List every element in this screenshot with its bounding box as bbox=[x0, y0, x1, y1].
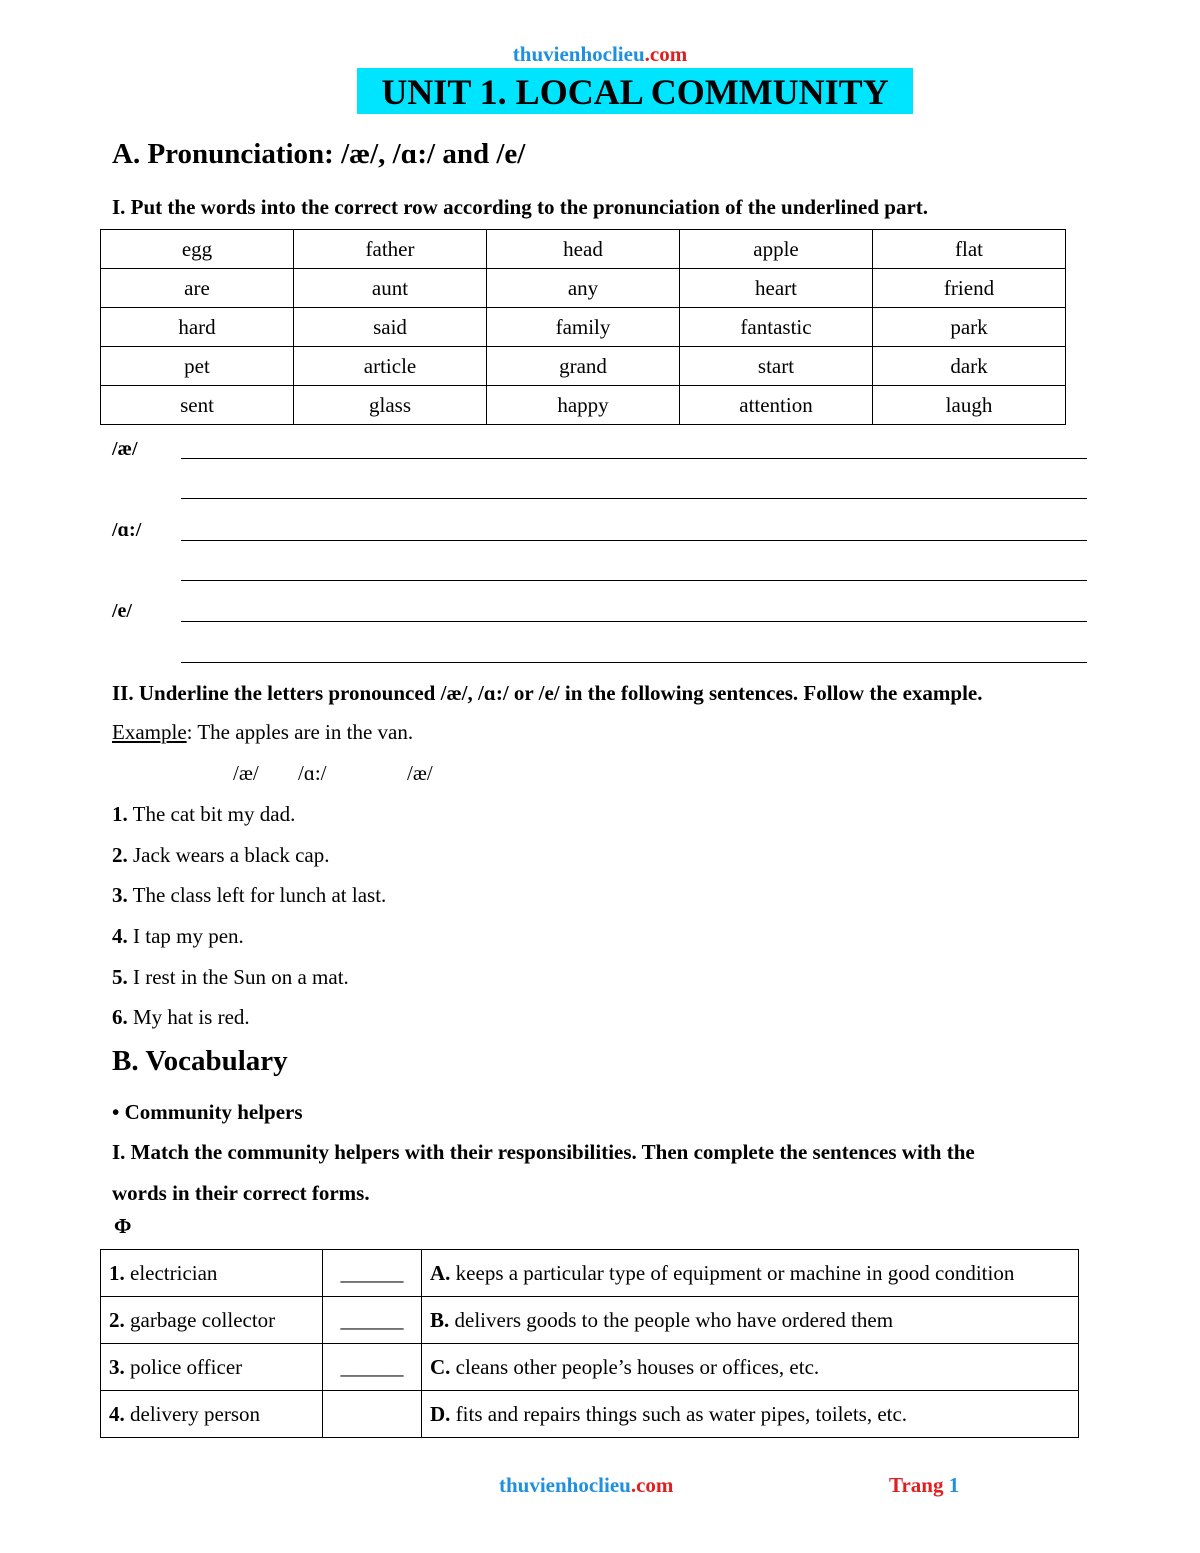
phi-symbol: Φ bbox=[114, 1214, 132, 1238]
helper-cell bbox=[101, 1344, 323, 1391]
site-name: thuvienhoclieu bbox=[512, 42, 645, 66]
sentence-number: 5. bbox=[112, 965, 128, 989]
site-domain: .com bbox=[644, 42, 688, 66]
word-cell: grand bbox=[487, 347, 680, 386]
helper-cell bbox=[101, 1250, 323, 1297]
responsibility-cell bbox=[422, 1391, 1079, 1438]
answer-line[interactable] bbox=[181, 498, 1087, 499]
sentence-3 bbox=[112, 883, 386, 908]
section-a-heading: A. Pronunciation: /æ/, /ɑ:/ and /e/ bbox=[112, 138, 526, 170]
responsibility-cell bbox=[422, 1344, 1079, 1391]
example-line bbox=[112, 720, 413, 745]
word-cell: pet bbox=[101, 347, 294, 386]
sentence-number: 1. bbox=[112, 802, 128, 826]
word-cell: happy bbox=[487, 386, 680, 425]
site-header[interactable] bbox=[0, 42, 1200, 67]
example-ipa: /æ/ bbox=[407, 761, 433, 785]
word-cell: laugh bbox=[873, 386, 1066, 425]
word-row bbox=[101, 386, 1066, 425]
sentence-number: 4. bbox=[112, 924, 128, 948]
sentence-text: My hat is red. bbox=[127, 1005, 250, 1029]
word-row bbox=[101, 308, 1066, 347]
answer-line[interactable] bbox=[181, 621, 1087, 622]
sentence-2 bbox=[112, 843, 329, 868]
word-cell: start bbox=[680, 347, 873, 386]
helper-number: 2. bbox=[109, 1308, 125, 1332]
example-sentence: : The apples are in the van. bbox=[186, 720, 414, 744]
sentence-text: The class left for lunch at last. bbox=[127, 883, 387, 907]
responsibility-text: fits and repairs things such as water pipes, toilets, etc. bbox=[450, 1402, 908, 1426]
answer-line[interactable] bbox=[181, 458, 1087, 459]
page-label: Trang bbox=[889, 1473, 944, 1497]
footer-site[interactable] bbox=[499, 1473, 673, 1498]
topic-bullet: • Community helpers bbox=[112, 1100, 303, 1124]
word-cell: article bbox=[294, 347, 487, 386]
helper-number: 1. bbox=[109, 1261, 125, 1285]
word-cell: aunt bbox=[294, 269, 487, 308]
footer-site-domain: .com bbox=[630, 1473, 674, 1497]
word-cell: friend bbox=[873, 269, 1066, 308]
sound-label-a-long: /ɑ:/ bbox=[112, 519, 142, 541]
helper-number: 4. bbox=[109, 1402, 125, 1426]
responsibility-text: cleans other people’s houses or offices, etc. bbox=[450, 1355, 820, 1379]
task-2-instruction: II. Underline the letters pronounced /æ/, /ɑ:/ or /e/ in the following sentences. Follow the example. bbox=[112, 681, 983, 705]
word-cell: dark bbox=[873, 347, 1066, 386]
match-row bbox=[101, 1344, 1079, 1391]
responsibility-letter: B. bbox=[430, 1308, 450, 1332]
sentence-text: I rest in the Sun on a mat. bbox=[127, 965, 349, 989]
answer-blank[interactable]: ______ bbox=[323, 1344, 422, 1391]
example-ipa: /æ/ bbox=[233, 761, 259, 785]
page-title: UNIT 1. LOCAL COMMUNITY bbox=[357, 68, 913, 114]
sentence-4 bbox=[112, 924, 244, 949]
word-row bbox=[101, 269, 1066, 308]
word-cell: fantastic bbox=[680, 308, 873, 347]
sentence-text: I tap my pen. bbox=[127, 924, 244, 948]
helper-name: electrician bbox=[124, 1261, 218, 1285]
sentence-text: Jack wears a black cap. bbox=[127, 843, 330, 867]
sentence-1 bbox=[112, 802, 295, 827]
word-cell: egg bbox=[101, 230, 294, 269]
word-cell: park bbox=[873, 308, 1066, 347]
sentence-number: 3. bbox=[112, 883, 128, 907]
word-row bbox=[101, 347, 1066, 386]
section-b-heading: B. Vocabulary bbox=[112, 1045, 288, 1077]
responsibility-text: delivers goods to the people who have ordered them bbox=[449, 1308, 894, 1332]
word-cell: sent bbox=[101, 386, 294, 425]
sentence-number: 6. bbox=[112, 1005, 128, 1029]
sentence-text: The cat bit my dad. bbox=[127, 802, 296, 826]
word-cell: flat bbox=[873, 230, 1066, 269]
sound-label-e: /e/ bbox=[112, 600, 132, 622]
helper-number: 3. bbox=[109, 1355, 125, 1379]
task-b1-instruction-line1: I. Match the community helpers with their responsibilities. Then complete the sentences with the bbox=[112, 1140, 975, 1164]
page-num: 1 bbox=[948, 1473, 960, 1497]
sentence-5 bbox=[112, 965, 349, 990]
word-row bbox=[101, 230, 1066, 269]
responsibility-text: keeps a particular type of equipment or machine in good condition bbox=[450, 1261, 1015, 1285]
helper-name: garbage collector bbox=[124, 1308, 276, 1332]
match-row bbox=[101, 1297, 1079, 1344]
word-cell: heart bbox=[680, 269, 873, 308]
word-cell: hard bbox=[101, 308, 294, 347]
helper-name: police officer bbox=[124, 1355, 243, 1379]
word-cell: said bbox=[294, 308, 487, 347]
helper-cell bbox=[101, 1297, 323, 1344]
sound-label-ae: /æ/ bbox=[112, 438, 138, 460]
responsibility-letter: C. bbox=[430, 1355, 451, 1379]
word-cell: apple bbox=[680, 230, 873, 269]
example-ipa: /ɑ:/ bbox=[298, 761, 327, 785]
answer-blank[interactable]: ______ bbox=[323, 1250, 422, 1297]
task-1-instruction: I. Put the words into the correct row according to the pronunciation of the underlined part. bbox=[112, 195, 929, 219]
responsibility-cell bbox=[422, 1297, 1079, 1344]
word-cell: attention bbox=[680, 386, 873, 425]
word-cell: father bbox=[294, 230, 487, 269]
sentence-6 bbox=[112, 1005, 250, 1030]
answer-line[interactable] bbox=[181, 540, 1087, 541]
helper-name: delivery person bbox=[124, 1402, 261, 1426]
word-cell: are bbox=[101, 269, 294, 308]
match-row bbox=[101, 1250, 1079, 1297]
page-number bbox=[889, 1473, 959, 1498]
task-b1-instruction-line2: words in their correct forms. bbox=[112, 1181, 370, 1205]
word-cell: glass bbox=[294, 386, 487, 425]
word-cell: any bbox=[487, 269, 680, 308]
sentence-number: 2. bbox=[112, 843, 128, 867]
responsibility-letter: A. bbox=[430, 1261, 451, 1285]
answer-line[interactable] bbox=[181, 580, 1087, 581]
word-cell: family bbox=[487, 308, 680, 347]
match-row bbox=[101, 1391, 1079, 1438]
answer-blank[interactable] bbox=[323, 1391, 422, 1438]
word-grid bbox=[100, 229, 1066, 425]
matching-table bbox=[100, 1249, 1079, 1438]
answer-line[interactable] bbox=[181, 662, 1087, 663]
responsibility-cell bbox=[422, 1250, 1079, 1297]
helper-cell bbox=[101, 1391, 323, 1438]
example-label: Example bbox=[112, 720, 187, 744]
responsibility-letter: D. bbox=[430, 1402, 451, 1426]
word-cell: head bbox=[487, 230, 680, 269]
answer-blank[interactable]: ______ bbox=[323, 1297, 422, 1344]
footer-site-name: thuvienhoclieu bbox=[499, 1473, 631, 1497]
